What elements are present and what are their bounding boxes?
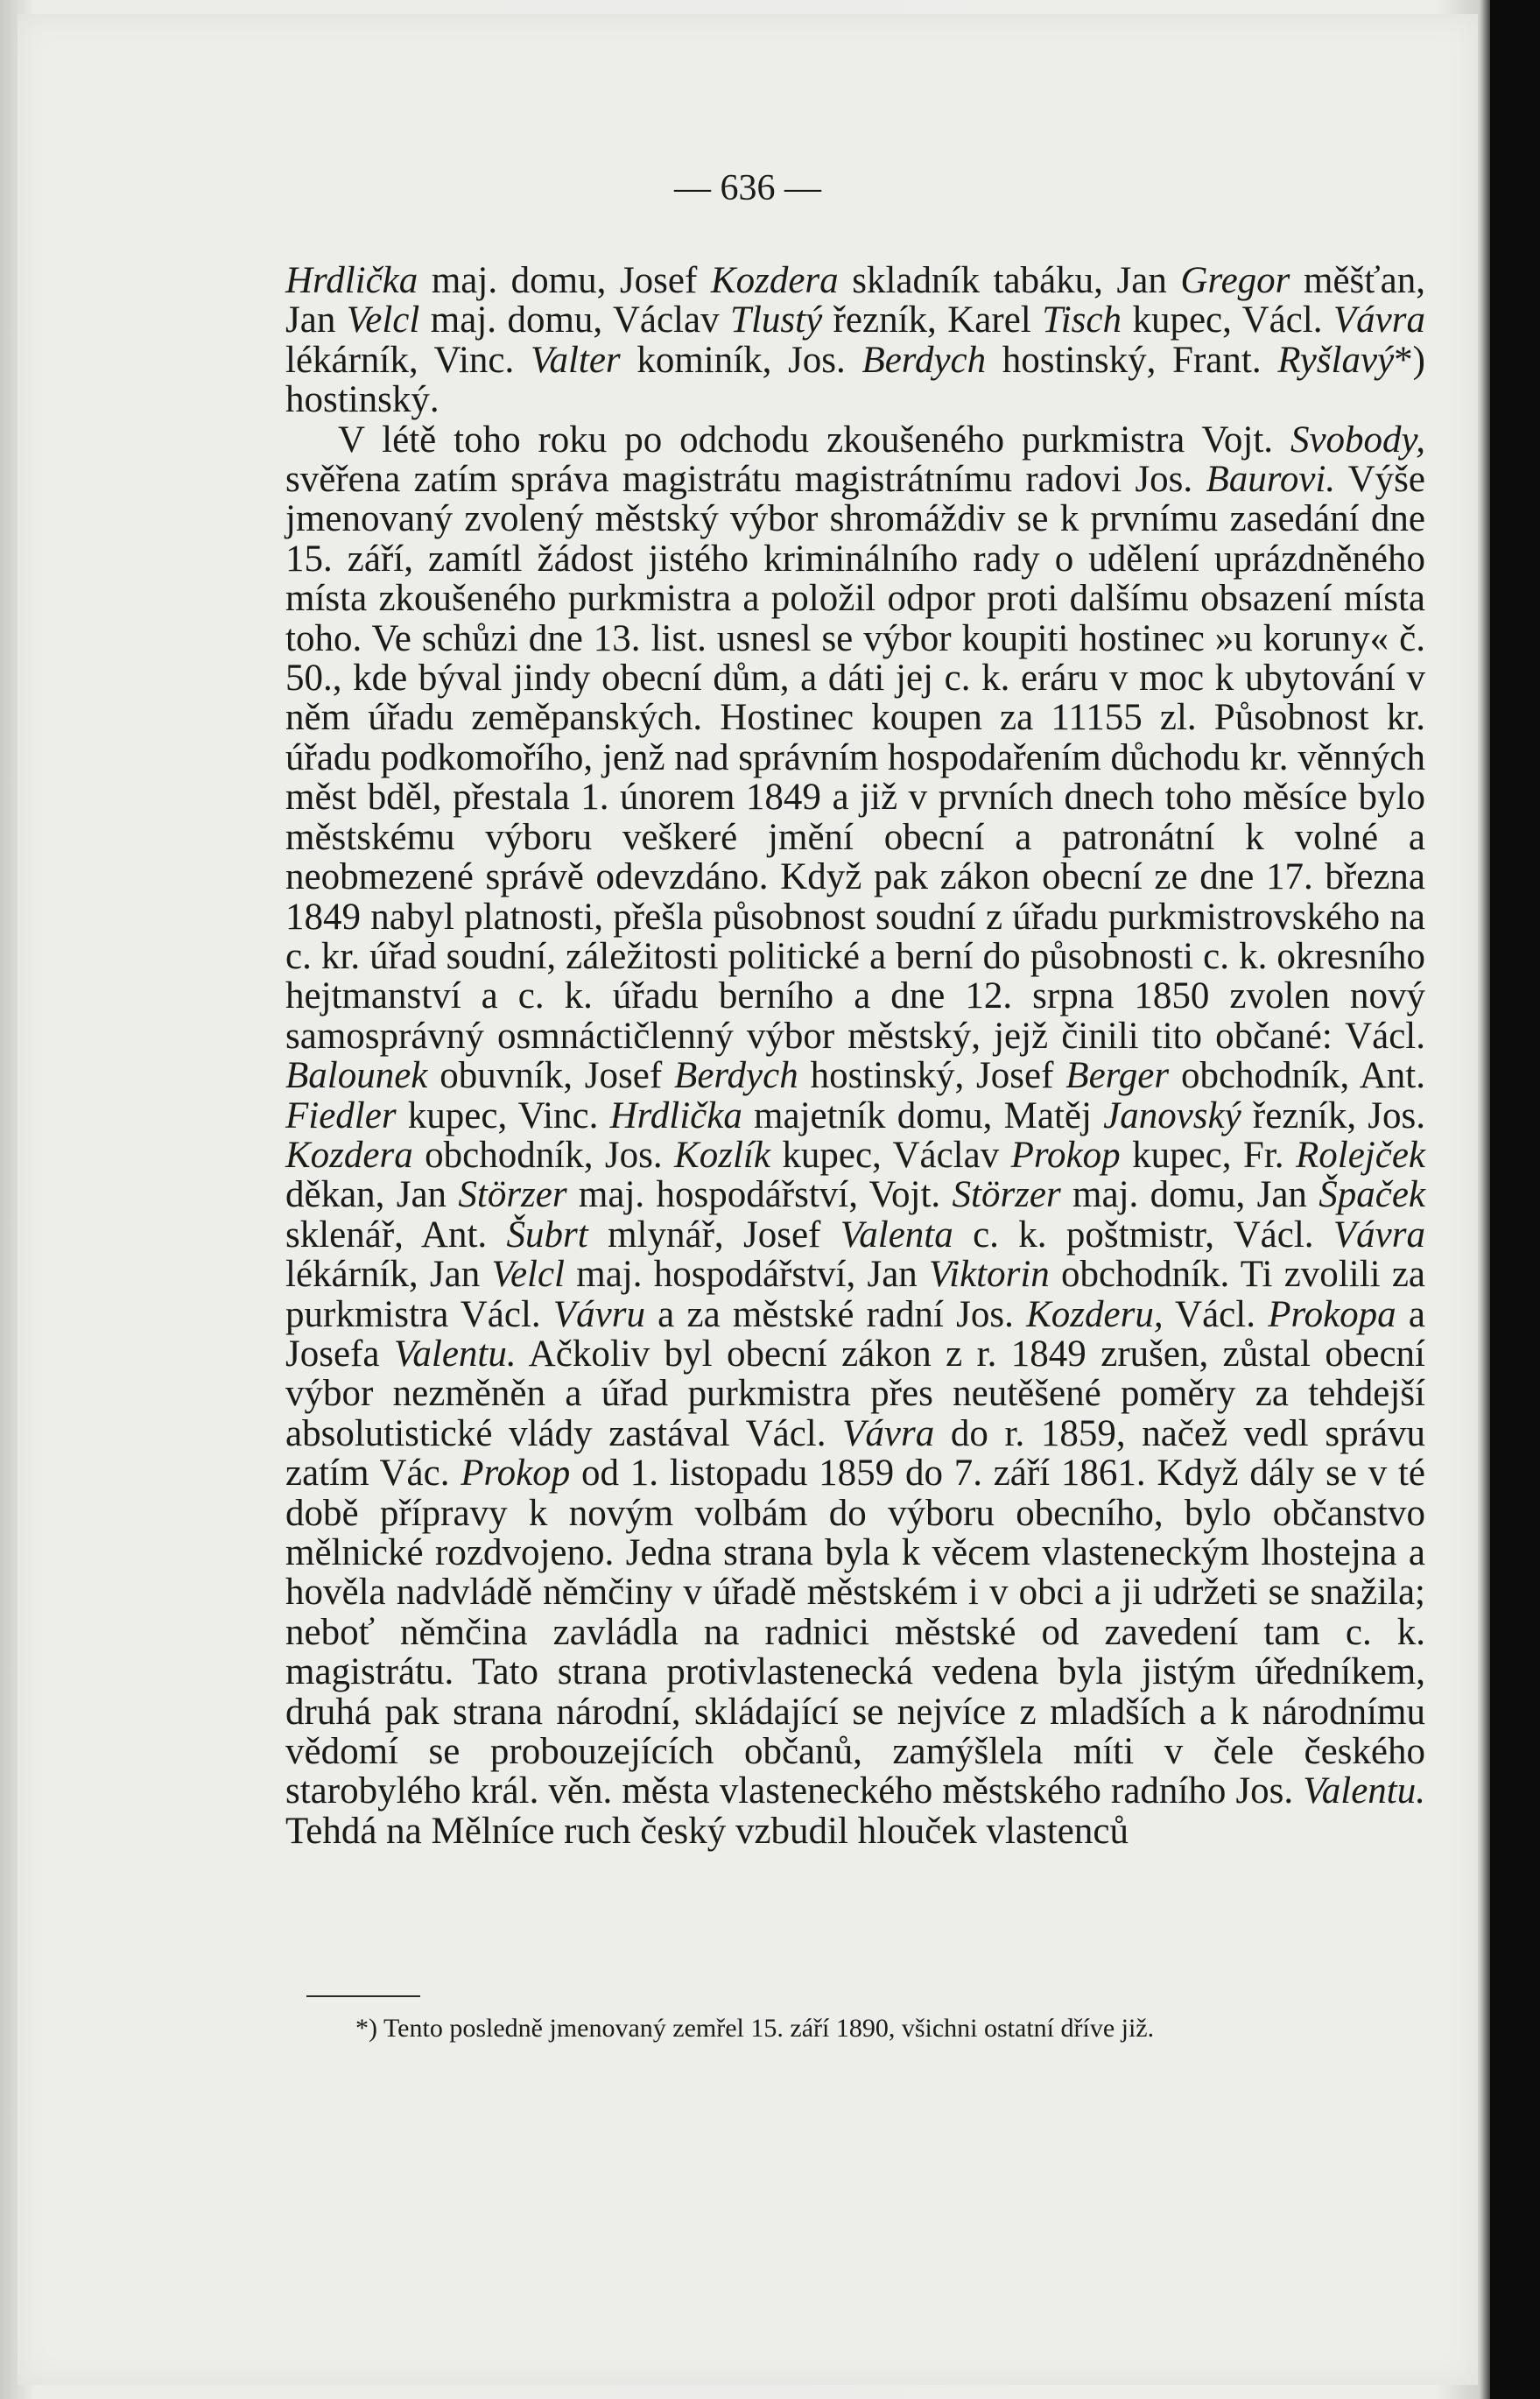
italic-name: Vávra bbox=[1333, 1214, 1425, 1256]
italic-name: Vávru bbox=[552, 1293, 645, 1335]
italic-name: Janovský bbox=[1103, 1094, 1241, 1136]
italic-name: Špaček bbox=[1318, 1174, 1426, 1216]
italic-name: Hrdlička bbox=[285, 260, 418, 301]
italic-name: Vávra bbox=[1333, 299, 1425, 341]
italic-name: Velcl bbox=[491, 1254, 566, 1296]
footnote: *) Tento posledně jmenovaný zemřel 15. září 1890, všichni ostatní dříve již. bbox=[355, 2014, 1155, 2043]
italic-name: Valter bbox=[530, 339, 621, 381]
italic-name: Kozdera bbox=[710, 260, 839, 301]
italic-name: Hrdlička bbox=[609, 1094, 742, 1136]
footnote-separator bbox=[306, 1995, 420, 1997]
italic-name: Kozlík bbox=[674, 1134, 770, 1176]
italic-name: Prokopa bbox=[1268, 1293, 1396, 1335]
italic-name: Tisch bbox=[1042, 299, 1122, 341]
body-text bbox=[285, 261, 1425, 1851]
italic-name: Kozdera bbox=[285, 1134, 413, 1176]
book-page bbox=[18, 14, 1478, 2385]
italic-name: Berdych bbox=[674, 1055, 798, 1097]
italic-name: Berger bbox=[1065, 1055, 1170, 1097]
italic-name: Šubrt bbox=[506, 1214, 588, 1256]
italic-name: Valenta bbox=[840, 1214, 953, 1256]
paragraph-2: V létě toho roku po odchodu zkoušeného purkmistra Vojt. Svobody, svěřena zatím správa magistrátu magistrátnímu radovi Jos. Baurovi. Výše jmenovaný zvolený městský výbor shromáždiv se k prvnímu zasedání dne 15. září, zamítl žádost jistého kriminálního rady o udělení uprázdněného místa zkoušeného purkmistra a položil odpor proti dalšímu obsazení místa toho. Ve schůzi dne 13. list. usnesl se výbor koupiti hostinec »u koruny« č. 50., kde býval jindy obecní dům, a dáti jej c. k. eráru v moc k ubytování v něm úřadu zeměpanských. Hostinec koupen za 11155 zl. Působnost kr. úřadu podkomořího, jenž nad správním hospodařením důchodu kr. věnných měst bděl, přestala 1. únorem 1849 a již v prvních dnech toho měsíce bylo městskému výboru veškeré jmění obecní a patronátní k volné a neobmezené správě odevzdáno. Když pak zákon obecní ze dne 17. března 1849 nabyl platnosti, přešla působnost soudní z úřadu purkmistrovského na c. kr. úřad soudní, záležitosti politické a berní do působnosti c. k. okresního hejtmanství a c. k. úřadu berního a dne 12. srpna 1850 zvolen nový samosprávný osmnáctičlenný výbor městský, jejž činili tito občané: Václ. Balounek obuvník, Josef Berdych hostinský, Josef Berger obchodník, Ant. Fiedler kupec, Vinc. Hrdlička majetník domu, Matěj Janovský řezník, Jos. Kozdera obchodník, Jos. Kozlík kupec, Václav Prokop kupec, Fr. Rolejček děkan, Jan Störzer maj. hospodářství, Vojt. Störzer maj. domu, Jan Špaček sklenář, Ant. Šubrt mlynář, Josef Valenta c. k. poštmistr, Václ. Vávra lékárník, Jan Velcl maj. hospodářství, Jan Viktorin obchodník. Ti zvolili za purkmistra Václ. Vávru a za městské radní Jos. Kozderu, Václ. Prokopa a Josefa Valentu. Ačkoliv byl obecní zákon z r. 1849 zrušen, zůstal obecní výbor nezměněn a úřad purkmistra přes neutěšené poměry za tehdejší absolutistické vlády zastával Václ. Vávra do r. 1859, načež vedl správu zatím Vác. Prokop od 1. listopadu 1859 do 7. září 1861. Když dály se v té době přípravy k novým volbám do výboru obecního, bylo občanstvo mělnické rozdvojeno. Jedna strana byla k věcem vlasteneckým lhostejna a hověla nadvládě němčiny v úřadě městském i v obci a ji udržeti se snažila; neboť němčina zavládla na radnici městské od zavedení tam c. k. magistrátu. Tato strana protivlastenecká vedena byla jistým úředníkem, druhá pak strana národní, skládající se nejvíce z mladších a k národnímu vědomí se probouzejících občanů, zamýšlela míti v čele českého starobylého král. věn. města vlasteneckého městského radního Jos. Valentu. Tehdá na Mělníce ruch český vzbudil hlouček vlastenců bbox=[285, 419, 1426, 1852]
italic-name: Prokop bbox=[461, 1453, 571, 1495]
italic-name: Störzer bbox=[952, 1174, 1061, 1216]
paragraph-1: Hrdlička maj. domu, Josef Kozdera skladník tabáku, Jan Gregor měšťan, Jan Velcl maj. domu, Václav Tlustý řezník, Karel Tisch kupec, Václ. Vávra lékárník, Vinc. Valter kominík, Jos. Berdych hostinský, Frant. Ryšlavý*) hostinský. bbox=[285, 260, 1425, 421]
italic-name: Rolejček bbox=[1295, 1134, 1425, 1176]
italic-name: Gregor bbox=[1180, 260, 1290, 301]
italic-name: Kozderu, bbox=[1026, 1293, 1164, 1335]
italic-name: Berdych bbox=[861, 339, 987, 381]
page-number: — 636 — bbox=[674, 168, 821, 208]
italic-name: Prokop bbox=[1010, 1134, 1121, 1176]
italic-name: Velcl bbox=[346, 299, 420, 341]
italic-name: Baurovi. bbox=[1206, 459, 1336, 501]
italic-name: Svobody, bbox=[1290, 419, 1425, 461]
italic-name: Valentu. bbox=[393, 1333, 517, 1375]
book-spine-shadow bbox=[1490, 0, 1540, 2399]
italic-name: Balounek bbox=[285, 1055, 428, 1097]
italic-name: Störzer bbox=[458, 1174, 567, 1216]
italic-name: Viktorin bbox=[929, 1254, 1050, 1296]
italic-name: Fiedler bbox=[285, 1094, 397, 1136]
italic-name: Ryšlavý bbox=[1277, 339, 1395, 381]
italic-name: Vávra bbox=[842, 1412, 935, 1454]
italic-name: Valentu. bbox=[1303, 1770, 1425, 1812]
italic-name: Tlustý bbox=[730, 299, 823, 341]
